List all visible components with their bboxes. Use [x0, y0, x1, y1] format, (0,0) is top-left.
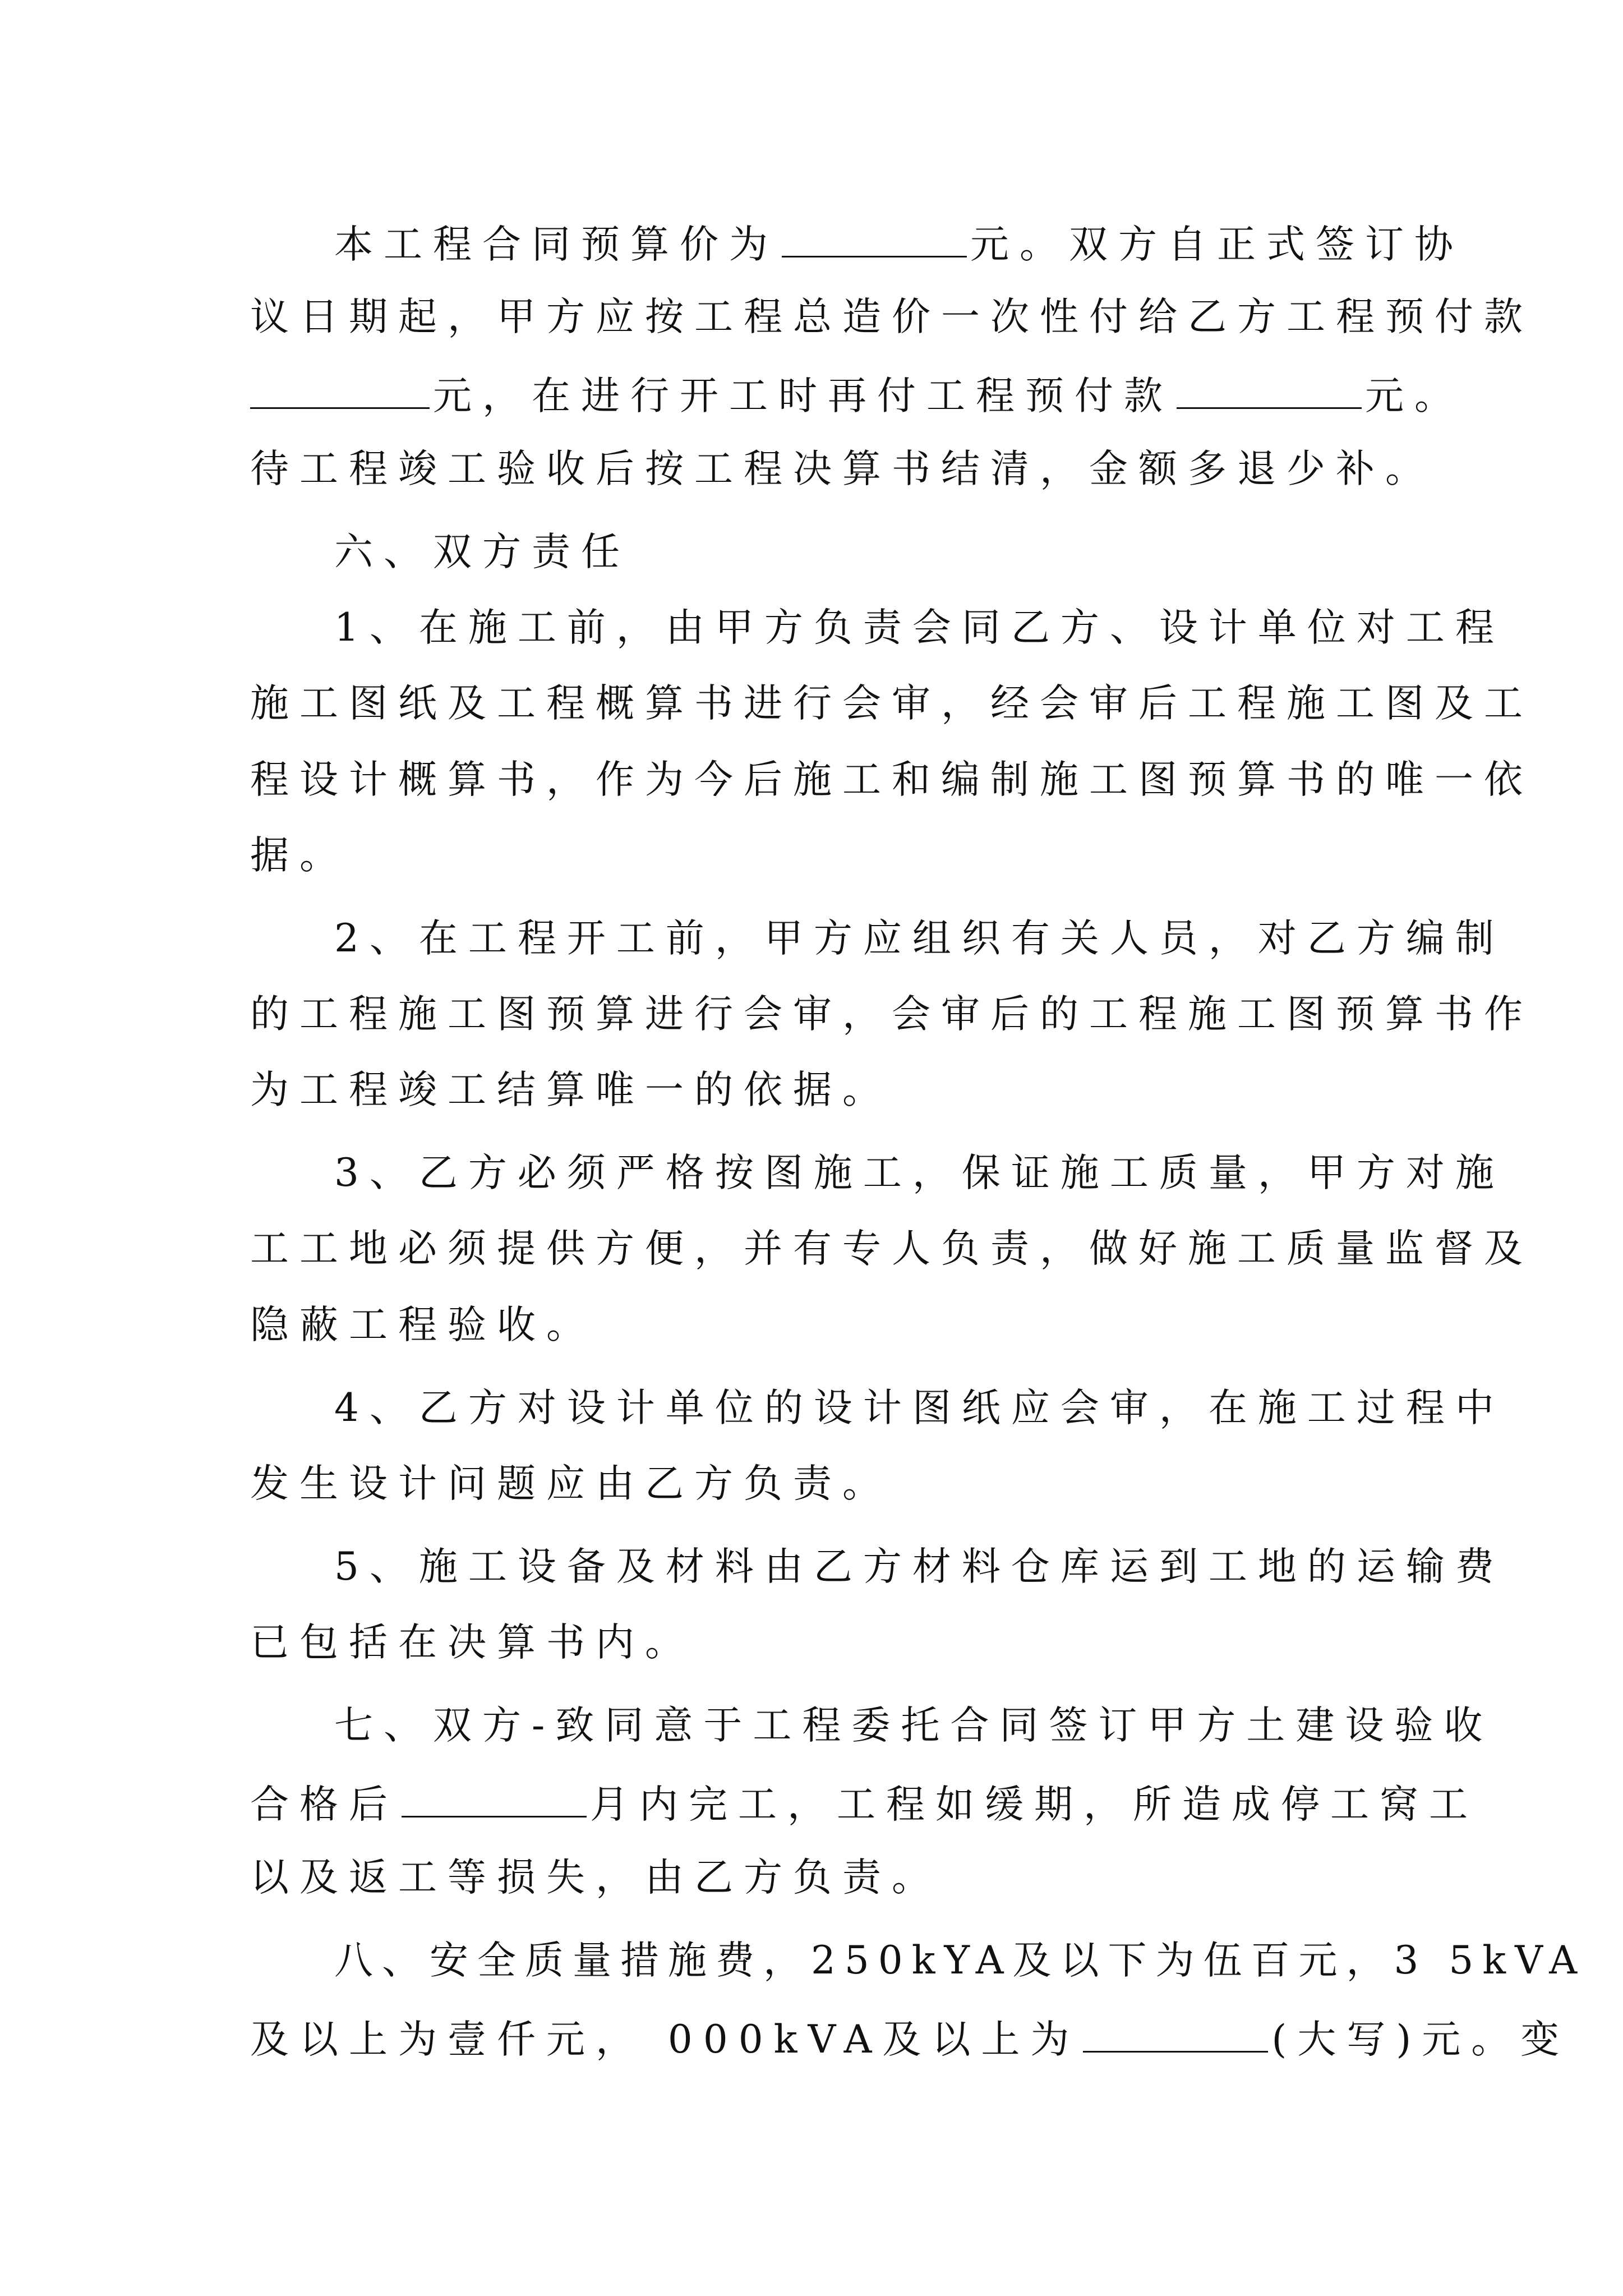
- section-7-line-3: 以及返工等损失，由乙方负责。: [250, 1855, 941, 1900]
- item-1-line-2: 施工图纸及工程概算书进行会审，经会审后工程施工图及工: [250, 681, 1533, 726]
- paragraph-budget-line-2: 议日期起，甲方应按工程总造价一次性付给乙方工程预付款: [250, 295, 1533, 339]
- item-1-line-3: 程设计概算书，作为今后施工和编制施工图预算书的唯一依: [250, 757, 1533, 802]
- completion-text-start: 合格后: [250, 1782, 398, 1827]
- item-2-line-2: 的工程施工图预算进行会审，会审后的工程施工图预算书作: [250, 992, 1533, 1037]
- section-8-line-2: [250, 2012, 1570, 2061]
- section-6-title: 六、双方责任: [334, 530, 630, 574]
- budget-amount-blank: [782, 217, 967, 257]
- section-7-line-1: 七、双方-致同意于工程委托合同签订甲方土建设验收: [334, 1703, 1493, 1748]
- fee-text-end: (大写)元。变: [1271, 2017, 1570, 2062]
- fee-text-start: 及以上为壹仟元， 000kVA及以上为: [250, 2017, 1080, 2062]
- prepayment-blank: [250, 368, 430, 409]
- item-3-line-3: 隐蔽工程验收。: [250, 1303, 596, 1347]
- item-1-line-1: 1、在施工前，由甲方负责会同乙方、设计单位对工程: [334, 605, 1505, 650]
- second-prepayment-blank: [1177, 368, 1362, 409]
- prepayment-text: 元，在进行开工时再付工程预付款: [433, 374, 1173, 418]
- item-1-line-4: 据。: [250, 833, 349, 878]
- item-4-line-2: 发生设计问题应由乙方负责。: [250, 1461, 892, 1506]
- budget-text-end: 元。双方自正式签订协: [970, 222, 1464, 267]
- paragraph-budget-line-1: [334, 217, 1464, 266]
- item-4-line-1: 4、乙方对设计单位的设计图纸应会审，在施工过程中: [334, 1386, 1505, 1430]
- section-7-line-2: [250, 1777, 1478, 1826]
- item-3-line-1: 3、乙方必须严格按图施工，保证施工质量，甲方对施: [334, 1151, 1505, 1195]
- item-5-line-2: 已包括在决算书内。: [250, 1620, 694, 1665]
- item-2-line-1: 2、在工程开工前，甲方应组织有关人员，对乙方编制: [334, 916, 1505, 961]
- budget-text-start: 本工程合同预算价为: [334, 222, 778, 267]
- months-blank: [402, 1777, 587, 1818]
- paragraph-budget-line-4: 待工程竣工验收后按工程决算书结清，金额多退少补。: [250, 447, 1435, 491]
- prepayment-text-end: 元。: [1365, 374, 1464, 418]
- item-3-line-2: 工工地必须提供方便，并有专人负责，做好施工质量监督及: [250, 1226, 1533, 1271]
- item-2-line-3: 为工程竣工结算唯一的依据。: [250, 1068, 892, 1112]
- completion-text-end: 月内完工，工程如缓期，所造成停工窝工: [590, 1782, 1478, 1827]
- paragraph-budget-line-3: [250, 368, 1464, 417]
- fee-amount-blank: [1083, 2012, 1268, 2053]
- section-8-line-1: 八、安全质量措施费，250kYA及以下为伍百元，3 5kVA: [334, 1938, 1587, 1983]
- item-5-line-1: 5、施工设备及材料由乙方材料仓库运到工地的运输费: [334, 1544, 1505, 1589]
